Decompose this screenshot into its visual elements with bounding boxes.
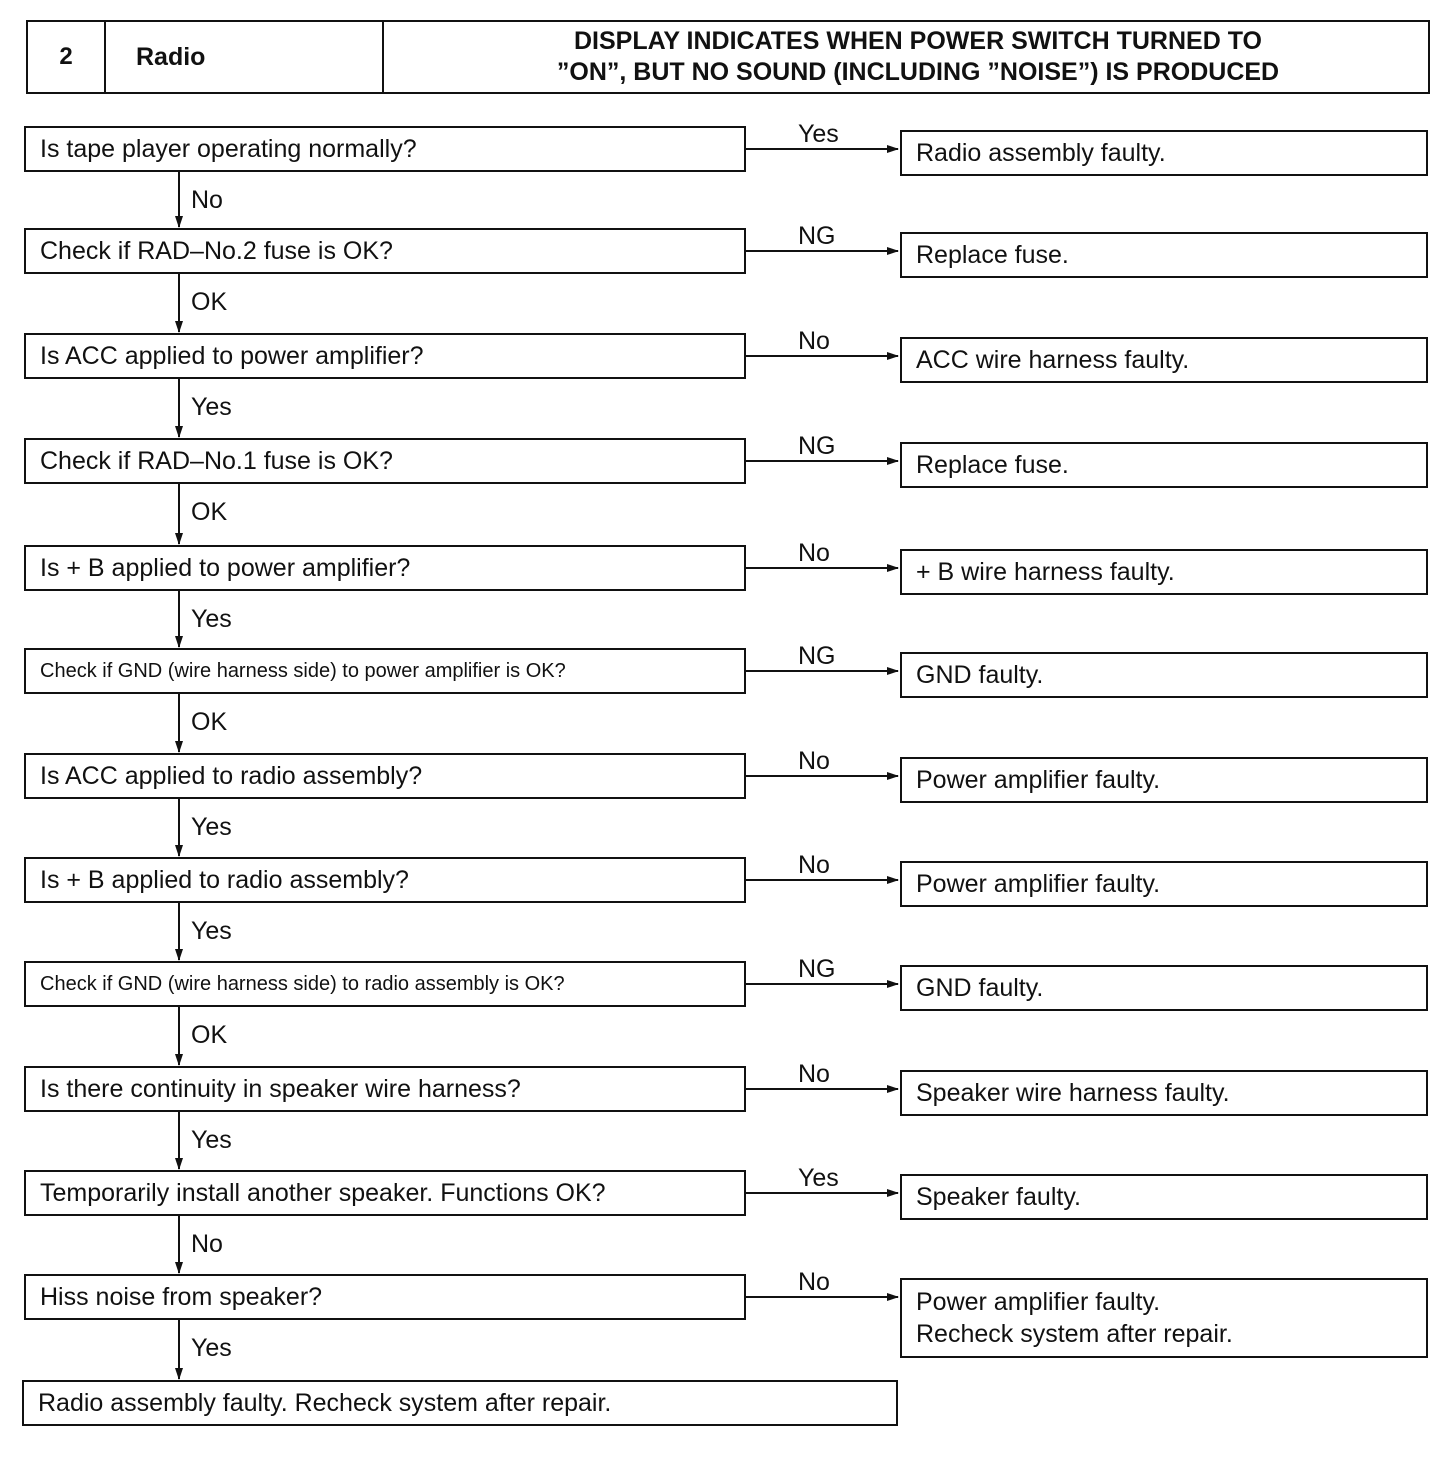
result-line: Power amplifier faulty.: [916, 870, 1161, 898]
header-title-line1: DISPLAY INDICATES WHEN POWER SWITCH TURNED TO: [573, 27, 1262, 55]
result-line: Recheck system after repair.: [916, 1320, 1233, 1348]
result-line: Power amplifier faulty.: [916, 766, 1161, 794]
result-line: ACC wire harness faulty.: [916, 346, 1190, 374]
down-label: No: [191, 1230, 223, 1258]
side-label: No: [798, 327, 830, 355]
question-box: Is ACC applied to radio assembly?: [24, 753, 746, 799]
result-line: Replace fuse.: [916, 241, 1069, 269]
down-label: Yes: [191, 917, 232, 945]
side-label: No: [798, 747, 830, 775]
down-label: OK: [191, 498, 228, 526]
down-label: No: [191, 186, 223, 214]
result-line: + B wire harness faulty.: [916, 558, 1175, 586]
result-box: [900, 130, 1428, 176]
side-label: Yes: [798, 120, 839, 148]
result-line: GND faulty.: [916, 974, 1044, 1002]
result-box: [900, 965, 1428, 1011]
side-label: No: [798, 1060, 830, 1088]
down-label: Yes: [191, 393, 232, 421]
question-box: Is tape player operating normally?: [24, 126, 746, 172]
question-box: Check if GND (wire harness side) to radio assembly is OK?: [24, 961, 746, 1007]
header-system: Radio: [106, 22, 384, 92]
result-box: [900, 1278, 1428, 1358]
result-box: [900, 1070, 1428, 1116]
result-line: Power amplifier faulty.: [916, 1288, 1161, 1316]
result-box: [900, 1174, 1428, 1220]
side-label: NG: [798, 955, 836, 983]
result-box: [900, 861, 1428, 907]
question-box: Check if RAD–No.2 fuse is OK?: [24, 228, 746, 274]
side-label: No: [798, 539, 830, 567]
result-box: [900, 549, 1428, 595]
result-box: [900, 442, 1428, 488]
question-box: Is + B applied to power amplifier?: [24, 545, 746, 591]
result-line: Speaker wire harness faulty.: [916, 1079, 1230, 1107]
final-result-box: Radio assembly faulty. Recheck system after repair.: [22, 1380, 898, 1426]
down-label: OK: [191, 288, 228, 316]
question-box: Temporarily install another speaker. Functions OK?: [24, 1170, 746, 1216]
side-label: No: [798, 851, 830, 879]
side-label: NG: [798, 642, 836, 670]
question-box: Is + B applied to radio assembly?: [24, 857, 746, 903]
down-label: OK: [191, 1021, 228, 1049]
question-box: Check if RAD–No.1 fuse is OK?: [24, 438, 746, 484]
result-box: [900, 652, 1428, 698]
result-box: [900, 757, 1428, 803]
result-line: GND faulty.: [916, 661, 1044, 689]
side-label: Yes: [798, 1164, 839, 1192]
question-box: Is there continuity in speaker wire harness?: [24, 1066, 746, 1112]
question-box: Hiss noise from speaker?: [24, 1274, 746, 1320]
result-box: [900, 232, 1428, 278]
header-number: 2: [28, 22, 106, 92]
result-line: Replace fuse.: [916, 451, 1069, 479]
result-box: [900, 337, 1428, 383]
header-title-line2: ”ON”, BUT NO SOUND (INCLUDING ”NOISE”) IS PRODUCED: [556, 58, 1280, 86]
down-label: Yes: [191, 1126, 232, 1154]
side-label: NG: [798, 432, 836, 460]
side-label: No: [798, 1268, 830, 1296]
question-box: Check if GND (wire harness side) to power amplifier is OK?: [24, 648, 746, 694]
down-label: Yes: [191, 605, 232, 633]
result-line: Speaker faulty.: [916, 1183, 1081, 1211]
down-label: Yes: [191, 1334, 232, 1362]
side-label: NG: [798, 222, 836, 250]
question-box: Is ACC applied to power amplifier?: [24, 333, 746, 379]
down-label: OK: [191, 708, 228, 736]
result-line: Radio assembly faulty.: [916, 139, 1166, 167]
down-label: Yes: [191, 813, 232, 841]
